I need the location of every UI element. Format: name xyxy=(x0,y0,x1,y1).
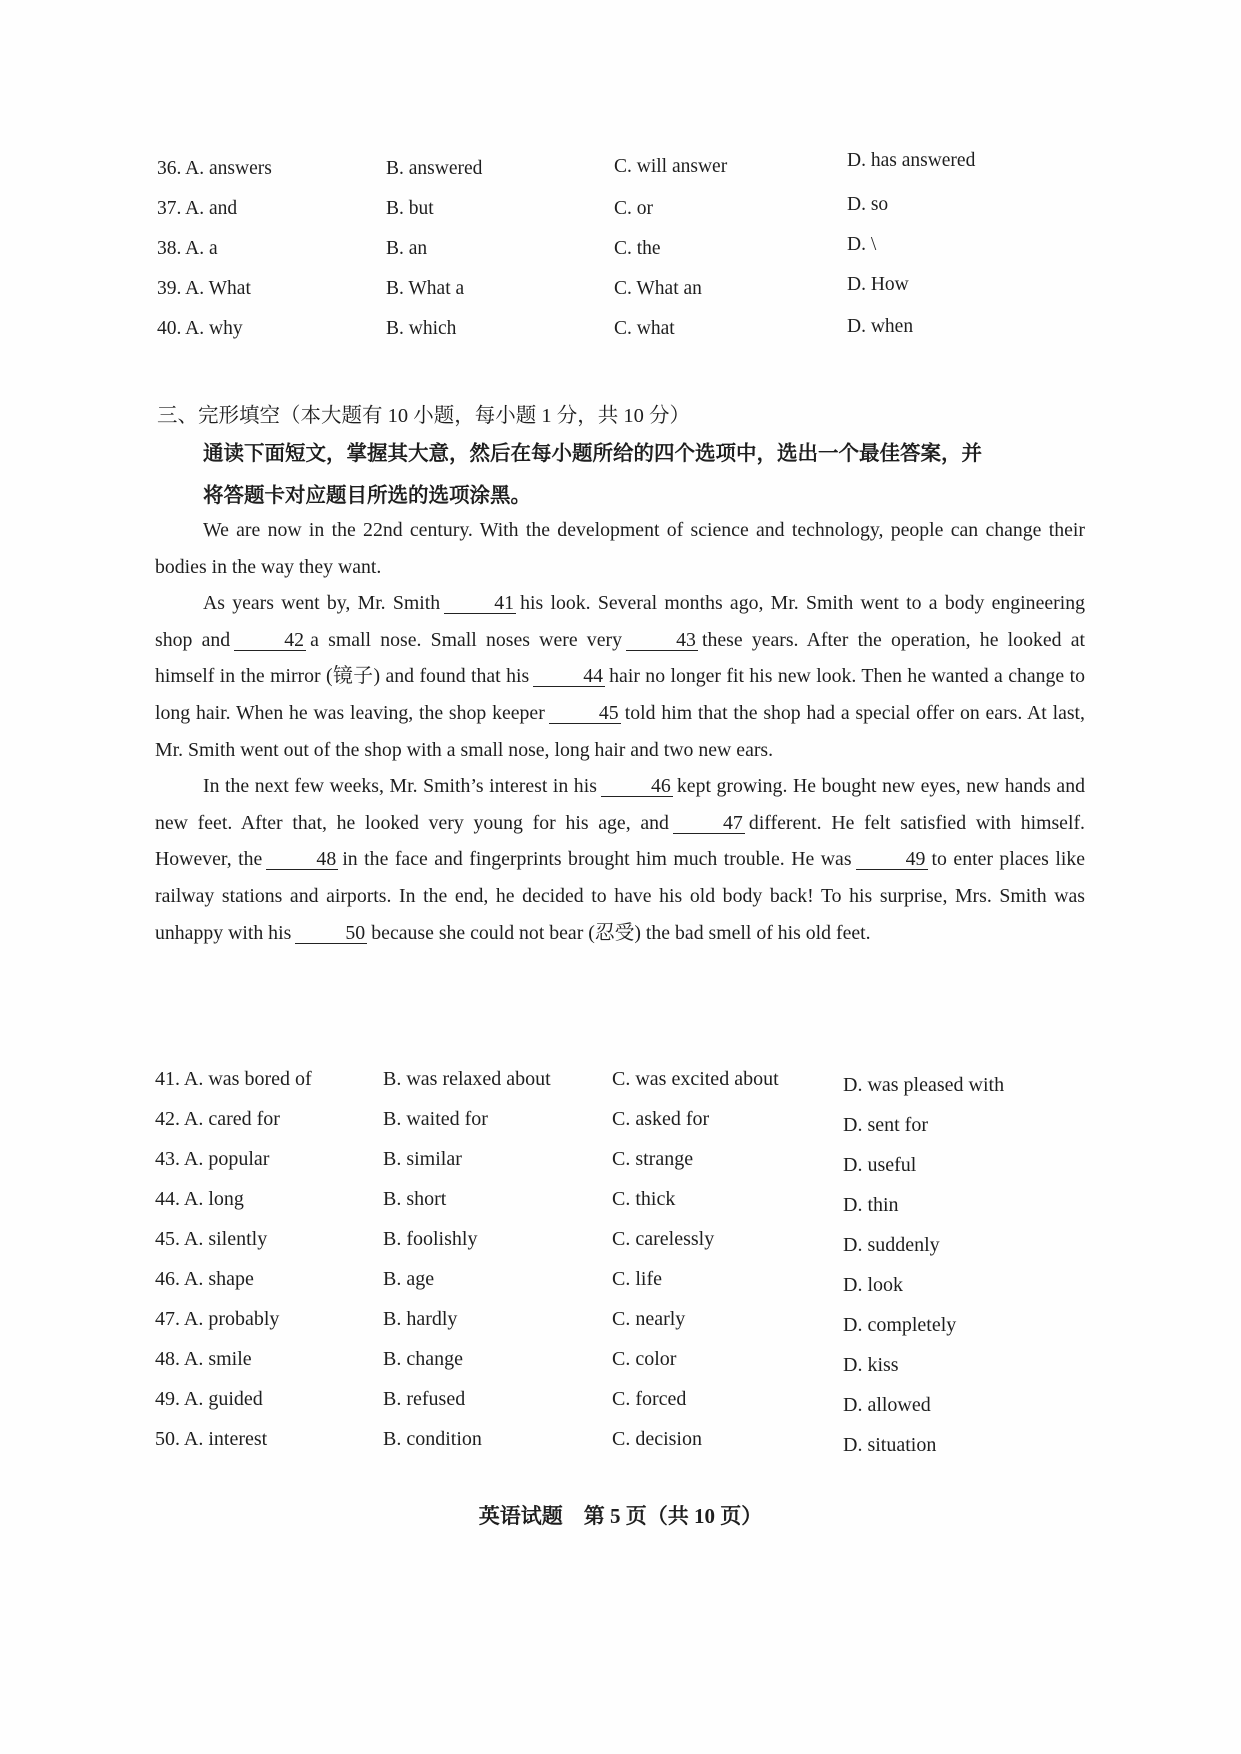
paragraph-1 xyxy=(155,512,1085,585)
option-row xyxy=(0,1228,1241,1260)
option-d: D. How xyxy=(847,274,909,295)
option-row xyxy=(0,1068,1241,1100)
option-row xyxy=(0,1388,1241,1420)
option-d: D. kiss xyxy=(843,1354,899,1376)
option-d: D. when xyxy=(847,316,914,337)
option-row xyxy=(0,274,1241,308)
option-d: D. look xyxy=(843,1274,903,1296)
option-a: 42. A. cared for xyxy=(155,1108,280,1130)
option-b: B. refused xyxy=(383,1388,466,1410)
option-a: 44. A. long xyxy=(155,1188,244,1210)
passage-text: in the face and fingerprints brought him much trouble. He was xyxy=(342,848,852,871)
option-b: B. which xyxy=(386,318,457,339)
page-footer: 英语试题 第 5 页（共 10 页） xyxy=(478,1504,763,1528)
option-a: 48. A. smile xyxy=(155,1348,252,1370)
option-d: D. completely xyxy=(843,1314,957,1336)
option-c: C. strange xyxy=(612,1148,694,1170)
option-a: 50. A. interest xyxy=(155,1428,268,1450)
instruction-line-1: 通读下面短文，掌握其大意，然后在每小题所给的四个选项中，选出一个最佳答案，并 xyxy=(203,443,982,465)
option-d: D. useful xyxy=(843,1154,917,1176)
option-b: B. answered xyxy=(386,158,483,179)
passage-text: In the next few weeks, Mr. Smith’s interest in his xyxy=(203,775,597,798)
blank-45: 45 xyxy=(549,703,621,724)
option-c: C. was excited about xyxy=(612,1068,779,1090)
option-c: C. life xyxy=(612,1268,662,1290)
instruction-line-2: 将答题卡对应题目所选的选项涂黑。 xyxy=(203,485,531,507)
option-a: 37. A. and xyxy=(157,198,238,219)
option-b: B. change xyxy=(383,1348,463,1370)
option-c: C. thick xyxy=(612,1188,676,1210)
option-row xyxy=(0,1308,1241,1340)
option-b: B. foolishly xyxy=(383,1228,478,1250)
passage-text: told him that the shop had a special offer on ears. At last, Mr. Smith went out of the shop with a small nose, long hair and two new ears. xyxy=(155,701,1085,761)
option-a: 47. A. probably xyxy=(155,1308,280,1330)
option-d: D. so xyxy=(847,194,889,215)
section-heading: 三、完形填空（本大题有 10 小题，每小题 1 分，共 10 分） xyxy=(157,405,690,427)
option-b: B. What a xyxy=(386,278,465,299)
option-c: C. nearly xyxy=(612,1308,686,1330)
option-c: C. what xyxy=(614,318,675,339)
blank-50: 50 xyxy=(295,923,367,944)
option-d: D. has answered xyxy=(847,150,976,171)
option-c: C. carelessly xyxy=(612,1228,715,1250)
blank-49: 49 xyxy=(856,849,928,870)
passage-text: kept growing. He bought new eyes, new hands and new feet. After that, he looked very young for his age, and xyxy=(155,775,1085,834)
option-c: C. asked for xyxy=(612,1108,710,1130)
option-c: C. color xyxy=(612,1348,677,1370)
passage-text: As years went by, Mr. Smith xyxy=(203,592,441,615)
option-row xyxy=(0,1188,1241,1220)
option-b: B. an xyxy=(386,238,428,259)
option-d: D. suddenly xyxy=(843,1234,940,1256)
option-b: B. condition xyxy=(383,1428,482,1450)
option-b: B. hardly xyxy=(383,1308,458,1330)
option-a: 46. A. shape xyxy=(155,1268,254,1290)
option-c: C. or xyxy=(614,198,653,219)
option-d: D. situation xyxy=(843,1434,937,1456)
option-row xyxy=(0,1428,1241,1460)
blank-44: 44 xyxy=(533,666,605,687)
option-a: 36. A. answers xyxy=(157,158,272,179)
cloze-passage xyxy=(155,512,1085,951)
blank-48: 48 xyxy=(266,849,338,870)
option-row xyxy=(0,1268,1241,1300)
option-a: 40. A. why xyxy=(157,318,243,339)
option-a: 45. A. silently xyxy=(155,1228,268,1250)
passage-text: a small nose. Small noses were very xyxy=(310,628,622,651)
blank-42: 42 xyxy=(234,630,306,651)
option-a: 39. A. What xyxy=(157,278,251,299)
option-d: D. \ xyxy=(847,234,877,255)
option-c: C. forced xyxy=(612,1388,687,1410)
option-c: C. What an xyxy=(614,278,702,299)
option-row xyxy=(0,234,1241,268)
blank-43: 43 xyxy=(626,630,698,651)
passage-text: different. He felt satisfied with himself. However, the xyxy=(155,811,1085,871)
option-row xyxy=(0,1108,1241,1140)
option-b: B. similar xyxy=(383,1148,462,1170)
option-c: C. will answer xyxy=(614,156,728,177)
option-b: B. age xyxy=(383,1268,435,1290)
blank-47: 47 xyxy=(673,813,745,834)
option-d: D. was pleased with xyxy=(843,1074,1005,1096)
option-a: 43. A. popular xyxy=(155,1148,270,1170)
option-a: 49. A. guided xyxy=(155,1388,263,1410)
option-b: B. short xyxy=(383,1188,447,1210)
option-b: B. was relaxed about xyxy=(383,1068,551,1090)
option-b: B. waited for xyxy=(383,1108,488,1130)
option-row xyxy=(0,194,1241,228)
option-row xyxy=(0,1148,1241,1180)
passage-text: his look. Several months ago, Mr. Smith went to a body engineering shop and xyxy=(155,592,1085,651)
option-row xyxy=(0,1348,1241,1380)
passage-text: these years. After the operation, he looked at himself in the mirror (镜子) and found that his xyxy=(155,628,1086,688)
option-a: 41. A. was bored of xyxy=(155,1068,312,1090)
option-row xyxy=(0,150,1241,188)
option-c: C. decision xyxy=(612,1428,702,1450)
passage-text: hair no longer fit his new look. Then he wanted a change to long hair. When he was leaving, the shop keeper xyxy=(155,665,1085,724)
passage-text: We are now in the 22nd century. With the development of science and technology, people can change their bodies in the way they want. xyxy=(155,519,1085,578)
blank-41: 41 xyxy=(444,593,516,614)
option-c: C. the xyxy=(614,238,661,259)
passage-text: because she could not bear (忍受) the bad smell of his old feet. xyxy=(371,921,871,944)
option-d: D. sent for xyxy=(843,1114,928,1136)
option-d: D. thin xyxy=(843,1194,899,1216)
paragraph-3 xyxy=(155,768,1085,951)
option-a: 38. A. a xyxy=(157,238,218,259)
passage-text: to enter places like railway stations and airports. In the end, he decided to have his old body back! To his surprise, Mrs. Smith was unhappy with his xyxy=(155,848,1086,944)
option-d: D. allowed xyxy=(843,1394,931,1416)
option-row xyxy=(0,318,1241,348)
paragraph-2 xyxy=(155,585,1085,768)
blank-46: 46 xyxy=(601,776,673,797)
option-b: B. but xyxy=(386,198,434,219)
